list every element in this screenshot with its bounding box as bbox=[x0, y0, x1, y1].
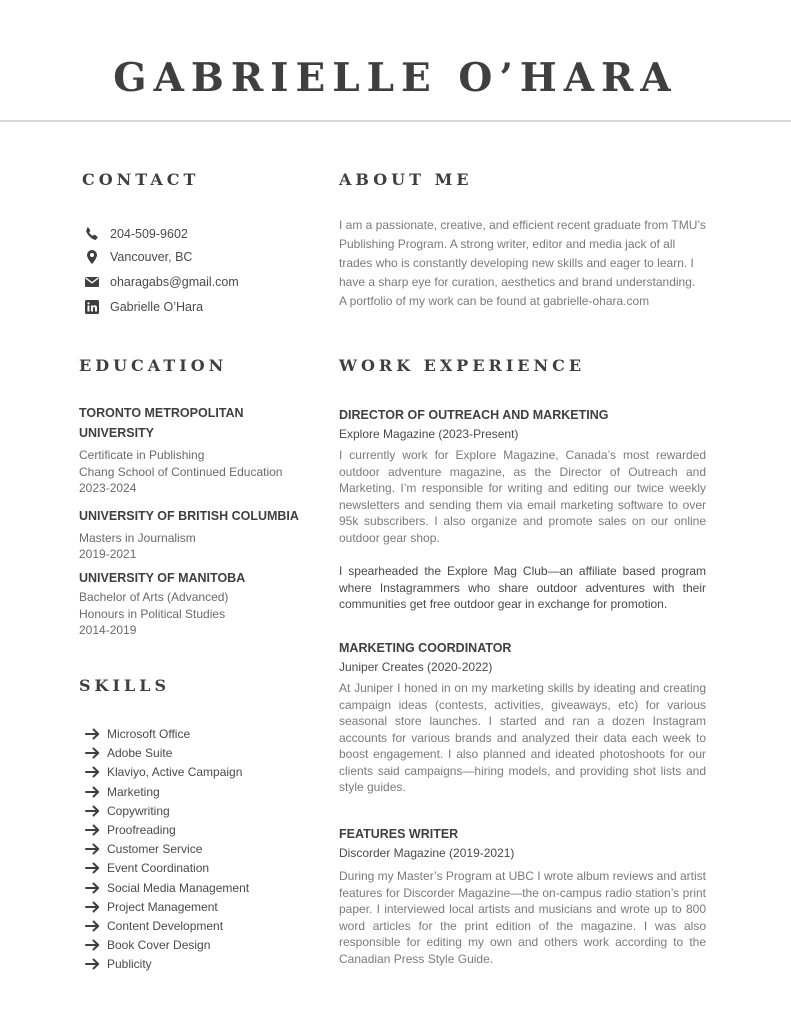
skill-item bbox=[85, 860, 209, 876]
school-name: TORONTO METROPOLITAN bbox=[79, 406, 244, 420]
arrow-right-icon bbox=[85, 727, 101, 741]
skill-label: Microsoft Office bbox=[107, 727, 191, 741]
header-divider bbox=[0, 120, 791, 122]
arrow-right-icon bbox=[85, 842, 101, 856]
job-title: MARKETING COORDINATOR bbox=[339, 641, 512, 655]
skill-item bbox=[85, 745, 172, 761]
skill-label: Klaviyo, Active Campaign bbox=[107, 765, 243, 780]
job-title: DIRECTOR OF OUTREACH AND MARKETING bbox=[339, 408, 609, 422]
skill-label: Proofreading bbox=[107, 823, 176, 837]
about-line: A portfolio of my work can be found at gabrielle-ohara.com bbox=[339, 294, 650, 308]
skill-item bbox=[85, 784, 160, 800]
skill-item bbox=[85, 918, 223, 934]
school-name: UNIVERSITY OF MANITOBA bbox=[79, 571, 246, 585]
job-description: I spearheaded the Explore Mag Club—an affiliate based program where Instagrammers who share outdoor adventures with their communities get free outdoor gear in exchange for promotion. bbox=[339, 564, 706, 611]
skill-label: Book Cover Design bbox=[107, 938, 211, 953]
job-description: During my Master’s Program at UBC I wrote album reviews and artist features for Discorder Magazine—the on-campus radio station’s print paper. I interviewed local artists and musicians and wrote up to 800 word articles for the print edition of the magazine. I was also responsible for editing my own and others work according to the Canadian Press Style Guide. bbox=[339, 869, 707, 966]
education-detail: Certificate in Publishing bbox=[79, 448, 205, 462]
about-heading: ABOUT ME bbox=[339, 170, 473, 189]
skills-heading: SKILLS bbox=[79, 676, 170, 695]
contact-location bbox=[84, 248, 192, 266]
arrow-right-icon bbox=[85, 881, 101, 895]
contact-phone-text: 204-509-9602 bbox=[110, 227, 188, 241]
skill-label: Marketing bbox=[107, 784, 160, 799]
about-line: have a sharp eye for curation, aesthetics and brand understanding. bbox=[339, 275, 696, 289]
skill-item bbox=[85, 956, 152, 972]
job-organization: Explore Magazine (2023-Present) bbox=[339, 427, 519, 441]
skill-item bbox=[85, 841, 202, 857]
school-name: UNIVERSITY OF BRITISH COLUMBIA bbox=[79, 509, 299, 523]
contact-location-text: Vancouver, BC bbox=[110, 250, 193, 264]
skill-label: Project Management bbox=[107, 899, 218, 914]
job-title: FEATURES WRITER bbox=[339, 827, 459, 841]
contact-heading: CONTACT bbox=[82, 170, 200, 189]
envelope-icon bbox=[84, 274, 100, 290]
skill-label: Publicity bbox=[107, 957, 152, 972]
job-organization: Juniper Creates (2020-2022) bbox=[339, 660, 493, 674]
contact-email-text: oharagabs@gmail.com bbox=[110, 275, 239, 289]
location-pin-icon bbox=[84, 249, 100, 265]
education-detail: Honours in Political Studies bbox=[79, 607, 226, 621]
skill-item bbox=[85, 764, 242, 780]
education-detail: Chang School of Continued Education bbox=[79, 465, 283, 479]
contact-linkedin-text: Gabrielle O’Hara bbox=[110, 300, 204, 314]
skill-label: Copywriting bbox=[107, 803, 170, 818]
skill-item bbox=[85, 880, 249, 896]
school-name: UNIVERSITY bbox=[79, 426, 155, 440]
education-heading: EDUCATION bbox=[79, 356, 228, 375]
education-detail: 2019-2021 bbox=[79, 547, 137, 561]
education-detail: 2023-2024 bbox=[79, 481, 137, 495]
arrow-right-icon bbox=[85, 900, 101, 914]
skill-label: Customer Service bbox=[107, 842, 203, 857]
about-line: I am a passionate, creative, and efficient recent graduate from TMU’s bbox=[339, 218, 706, 232]
arrow-right-icon bbox=[85, 938, 101, 952]
skill-label: Social Media Management bbox=[107, 880, 250, 895]
contact-email bbox=[84, 273, 239, 291]
skill-item bbox=[85, 822, 176, 838]
skill-item bbox=[85, 803, 170, 819]
about-line: Publishing Program. A strong writer, editor and media jack of all bbox=[339, 237, 676, 251]
education-detail: Masters in Journalism bbox=[79, 531, 196, 545]
arrow-right-icon bbox=[85, 785, 101, 799]
arrow-right-icon bbox=[85, 823, 101, 837]
arrow-right-icon bbox=[85, 746, 101, 760]
candidate-name: GABRIELLE O’HARA bbox=[113, 55, 678, 101]
arrow-right-icon bbox=[85, 957, 101, 971]
skill-item bbox=[85, 899, 218, 915]
skill-label: Content Development bbox=[107, 919, 224, 933]
contact-linkedin bbox=[84, 298, 203, 316]
education-detail: Bachelor of Arts (Advanced) bbox=[79, 590, 229, 604]
arrow-right-icon bbox=[85, 765, 101, 779]
skill-label: Adobe Suite bbox=[107, 746, 173, 761]
skill-label: Event Coordination bbox=[107, 861, 210, 876]
skill-item bbox=[85, 937, 210, 953]
work-heading: WORK EXPERIENCE bbox=[339, 356, 586, 375]
skill-item bbox=[85, 726, 190, 742]
education-detail: 2014-2019 bbox=[79, 623, 137, 637]
job-description: I currently work for Explore Magazine, Canada’s most rewarded outdoor adventure magazine, as the Director of Outreach and Marketing. I’m responsible for writing and editing our twice weekly newsletters and sending them via email marketing software to over 95k subscribers. I also organize and promote sales on our online outdoor gear shop. bbox=[339, 448, 706, 545]
linkedin-icon bbox=[84, 299, 100, 315]
job-organization: Discorder Magazine (2019-2021) bbox=[339, 846, 515, 860]
arrow-right-icon bbox=[85, 919, 101, 933]
about-line: trades who is constantly developing new skills and eager to learn. I bbox=[339, 256, 694, 270]
arrow-right-icon bbox=[85, 804, 101, 818]
job-description: At Juniper I honed in on my marketing skills by ideating and creating campaign ideas (contests, activities, giveaways, etc) for various seasonal store launches. I started and ran a dozen Instagram accounts for various brands and analyzed their data each week to boost engagement. I also planned and ideated photoshoots for our clients said campaigns—hiring models, and providing shot lists and style guides. bbox=[339, 681, 706, 794]
arrow-right-icon bbox=[85, 861, 101, 875]
about-text bbox=[339, 216, 719, 311]
contact-phone bbox=[84, 225, 188, 243]
phone-icon bbox=[84, 226, 100, 242]
